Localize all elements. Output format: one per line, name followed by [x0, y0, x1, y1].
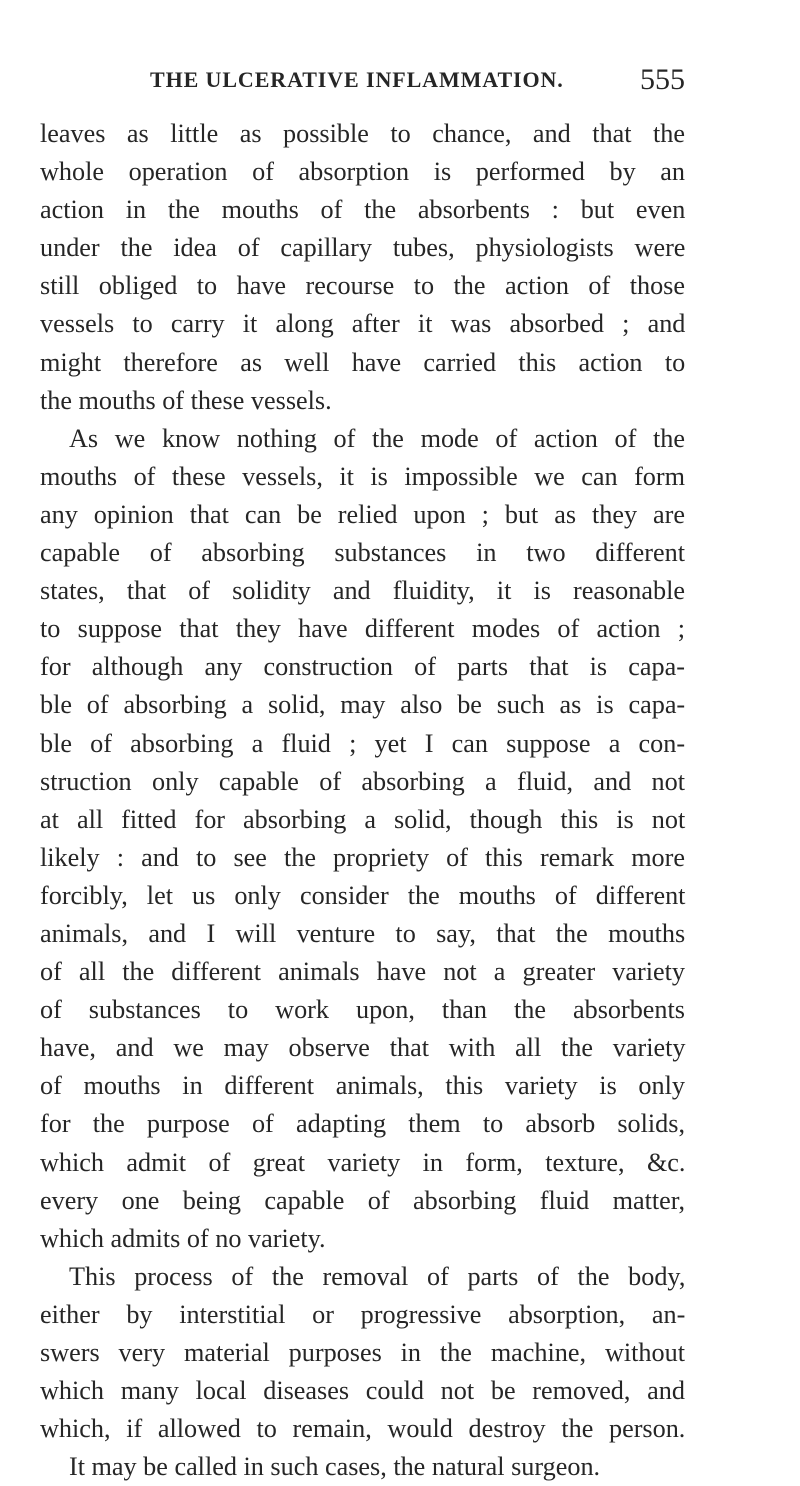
text-line: which, if allowed to remain, would destroy the person.	[40, 1414, 686, 1444]
text-line: have, and we may observe that with all the variety	[40, 1033, 686, 1063]
text-line: of mouths in different animals, this variety is only	[40, 1071, 685, 1101]
text-line: at all fitted for absorbing a solid, though this is not	[40, 804, 686, 834]
text-line: for although any construction of parts that is capa-	[40, 652, 685, 682]
text-line: It may be called in such cases, the natural surgeon.	[69, 1452, 601, 1482]
running-head	[150, 60, 685, 100]
text-line: still obliged to have recourse to the action of those	[40, 271, 685, 301]
text-line: action in the mouths of the absorbents : but even	[40, 195, 686, 225]
text-line: whole operation of absorption is performed by an	[40, 157, 685, 187]
text-line: mouths of these vessels, it is impossible we can form	[40, 461, 685, 491]
text-line: leaves as little as possible to chance, and that the	[40, 119, 685, 148]
text-line: forcibly, let us only consider the mouths of different	[40, 880, 686, 910]
page-number: 555	[640, 63, 685, 96]
text-line: the mouths of these vessels.	[40, 385, 332, 415]
text-line: swers very material purposes in the machine, without	[40, 1338, 685, 1367]
text-line: which admit of great variety in form, texture, &c.	[40, 1147, 686, 1177]
text-line: under the idea of capillary tubes, physiologists were	[40, 233, 686, 263]
text-line: either by interstitial or progressive absorption, an-	[40, 1299, 686, 1329]
text-line: states, that of solidity and fluidity, it is reasonable	[40, 576, 685, 606]
text-line: of all the different animals have not a greater variety	[40, 957, 685, 987]
text-line: This process of the removal of parts of the body,	[69, 1261, 686, 1291]
body-text	[40, 115, 685, 1486]
text-line: likely : and to see the propriety of this remark more	[40, 842, 685, 872]
text-line: vessels to carry it along after it was absorbed ; and	[40, 309, 686, 339]
text-line: As we know nothing of the mode of action of the	[69, 423, 685, 453]
text-line: of substances to work upon, than the absorbents	[40, 995, 685, 1025]
text-line: ble of absorbing a fluid ; yet I can suppose a con-	[40, 728, 686, 758]
text-line: animals, and I will venture to say, that the mouths	[40, 918, 686, 948]
running-title: THE ULCERATIVE INFLAMMATION.	[150, 67, 564, 92]
text-line: might therefore as well have carried this action to	[40, 347, 686, 377]
text-line: for the purpose of adapting them to absorb solids,	[40, 1109, 686, 1139]
text-line: every one being capable of absorbing fluid matter,	[40, 1185, 685, 1215]
text-line: which many local diseases could not be removed, and	[40, 1376, 685, 1406]
text-line: struction only capable of absorbing a fluid, and not	[40, 766, 685, 796]
text-line: to suppose that they have different modes of action ;	[40, 614, 685, 644]
text-line: any opinion that can be relied upon ; but as they are	[40, 499, 685, 529]
text-line: capable of absorbing substances in two different	[40, 538, 685, 568]
text-line: which admits of no variety.	[40, 1223, 326, 1253]
text-line: ble of absorbing a solid, may also be such as is capa-	[40, 690, 686, 720]
